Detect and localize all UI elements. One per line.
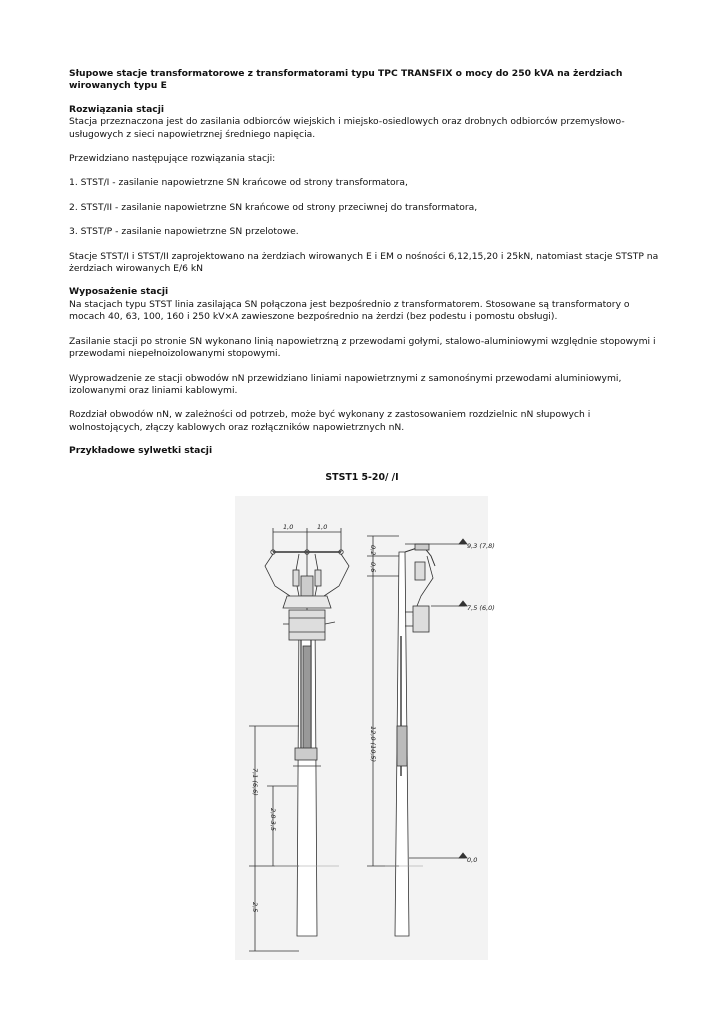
dim-left-low: 2,8-3,5 bbox=[269, 808, 277, 832]
dim-left-ground: 2,5 bbox=[251, 902, 259, 913]
paragraph: Wyprowadzenie ze stacji obwodów nN przewidziano liniami napowietrznymi z samonośnymi przewodami aluminiowymi, izolowanymi oraz liniami kablowymi. bbox=[69, 372, 622, 396]
left-transformer bbox=[289, 610, 325, 640]
dim-left-mid: 7,1 (6,6) bbox=[251, 768, 259, 796]
paragraph: Na stacjach typu STST linia zasilająca SN połączona jest bezpośrednio z transformatorem. Stosowane są transformatory o mocach 40, 63, 100, 160 i 250 kV×A zawieszone bezpośrednio na żerdzi (bez podestu i pomostu obsługi). bbox=[69, 298, 630, 323]
paragraph: Przewidziano następujące rozwiązania stacji: bbox=[69, 153, 276, 165]
level-top: 9,3 (7,8) bbox=[467, 542, 495, 550]
level-mid: 7,5 (6,0) bbox=[467, 604, 495, 612]
dim-top-offset: 0,2 bbox=[369, 545, 377, 556]
list-item: 3. STST/P - zasilanie napowietrzne SN przelotowe. bbox=[69, 226, 299, 238]
document-body bbox=[69, 68, 665, 458]
right-transformer bbox=[413, 606, 429, 632]
document-title: Słupowe stacje transformatorowe z transformatorami typu TPC TRANSFIX o mocy do 250 kVA na żerdziach wirowanych typu E bbox=[69, 68, 623, 92]
station-drawing bbox=[235, 496, 495, 960]
paragraph: Zasilanie stacji po stronie SN wykonano linią napowietrzną z przewodami gołymi, stalowo-aluminiowymi względnie stopowymi i przewodami niepełnoizolowanymi stopowymi. bbox=[69, 335, 656, 360]
level-ground: 0,0 bbox=[467, 856, 478, 864]
paragraph: Stacje STST/I i STST/II zaprojektowano na żerdziach wirowanych E i EM o nośności 6,12,15,20 i 25kN, natomiast stacje STSTP na żerdziach wirowanych E/6 kN bbox=[69, 250, 659, 275]
dim-top-left: 1,0 bbox=[283, 523, 294, 531]
station-drawing-svg bbox=[235, 496, 495, 960]
section-heading-sylwetki: Przykładowe sylwetki stacji bbox=[69, 445, 213, 457]
section-heading-rozwiazania: Rozwiązania stacji bbox=[69, 103, 165, 115]
paragraph: Rozdział obwodów nN, w zależności od potrzeb, może być wykonany z zastosowaniem rozdzielnic nN słupowych i wolnostojących, złączy kablowych oraz rozłączników napowietrznych nN. bbox=[69, 409, 591, 433]
figure-caption: STST1 5-20/ /I bbox=[325, 472, 399, 483]
paragraph: Stacja przeznaczona jest do zasilania odbiorców wiejskich i miejsko-osiedlowych oraz drobnych odbiorców przemysłowo-usługowych z sieci napowietrznej średniego napięcia. bbox=[69, 116, 625, 140]
section-heading-wyposazenie: Wyposażenie stacji bbox=[69, 286, 169, 298]
dim-top-right: 1,0 bbox=[317, 523, 328, 531]
dim-total-height: 12,0 (10,5) bbox=[369, 726, 377, 763]
list-item: 1. STST/I - zasilanie napowietrzne SN krańcowe od strony transformatora, bbox=[69, 177, 408, 189]
dim-insulator-offset: 0,6 bbox=[369, 562, 377, 573]
list-item: 2. STST/II - zasilanie napowietrzne SN krańcowe od strony przeciwnej do transformatora, bbox=[69, 201, 478, 213]
